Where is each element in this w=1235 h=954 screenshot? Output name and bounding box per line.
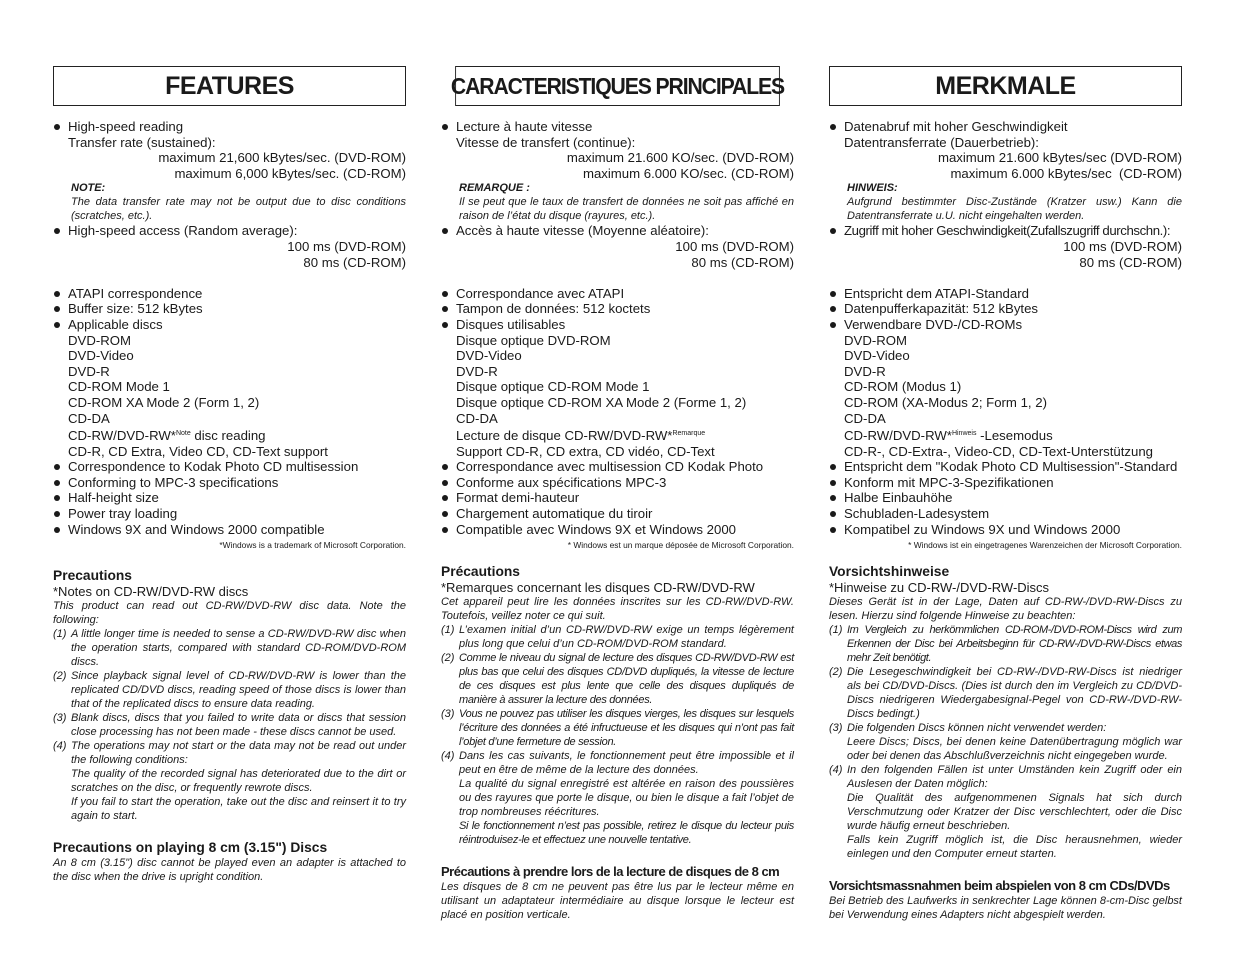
precaution-detail: Falls kein Zugriff möglich ist, die Disc herausnehmen, wieder einlegen und den Computer erneut starten. xyxy=(847,834,1182,861)
precautions-subheading: *Notes on CD-RW/DVD-RW discs xyxy=(53,584,249,600)
bullet-item: Correspondance avec ATAPI xyxy=(441,286,794,302)
disc-8cm-heading: Precautions on playing 8 cm (3.15") Discs xyxy=(53,840,328,856)
disc-type: DVD-R xyxy=(68,363,110,379)
transfer-rate-dvd: maximum 21,600 kBytes/sec. (DVD-ROM) xyxy=(158,150,406,166)
disc-type: Disque optique CD-ROM XA Mode 2 (Forme 1, 2) xyxy=(456,394,747,410)
disc-type: CD-DA xyxy=(844,410,886,426)
precaution-detail: Die Qualität des aufgenommenen Signals hat sich durch Verschmutzung oder Kratzer der Disc verschlechtert, oder die Disc wurde häufig erneut beschrieben. xyxy=(847,792,1182,833)
transfer-rate-dvd: maximum 21.600 KO/sec. (DVD-ROM) xyxy=(566,150,794,166)
bullet-item: Correspondence to Kodak Photo CD multisession xyxy=(53,459,406,475)
bullet-item: Schubladen-Ladesystem xyxy=(829,506,1182,522)
item-number: (1) xyxy=(441,624,455,637)
section-title: CARACTERISTIQUES PRINCIPALES xyxy=(455,66,780,106)
disc-type-rw xyxy=(829,426,1182,444)
bullet-item: Datenabruf mit hoher Geschwindigkeit xyxy=(829,119,1182,135)
bullet-item: Verwendbare DVD-/CD-ROMs xyxy=(829,317,1182,333)
trademark-note: * Windows ist ein eingetragenes Warenzeichen der Microsoft Corporation. xyxy=(908,540,1182,551)
note-heading: REMARQUE : xyxy=(459,182,530,195)
disc-type: DVD-ROM xyxy=(68,332,132,348)
item-number: (3) xyxy=(829,722,843,735)
trademark-note: * Windows est un marque déposée de Microsoft Corporation. xyxy=(567,540,794,551)
access-time-dvd: 100 ms (DVD-ROM) xyxy=(675,238,794,254)
item-text: The operations may not start or the data may not be read out under the following conditions: xyxy=(71,740,406,767)
disc-type: Support CD-R, CD extra, CD vidéo, CD-Text xyxy=(456,443,715,459)
note-heading: HINWEIS: xyxy=(847,182,898,195)
rw-text: Lecture de disque CD-RW/DVD-RW* xyxy=(456,428,673,444)
transfer-rate-dvd: maximum 21.600 kBytes/sec (DVD-ROM) xyxy=(937,150,1182,166)
item-text: Im Vergleich zu herkömmlichen CD-ROM-/DVD-ROM-Discs wird zum Erkennen der Disc bei Arbeitsbeginn für CD-RW-/DVD-RW-Discs etwas mehr Zeit benötigt. xyxy=(847,624,1182,665)
disc-type: DVD-R xyxy=(844,363,886,379)
bullet-item: Compatible avec Windows 9X et Windows 2000 xyxy=(441,522,794,538)
item-number: (4) xyxy=(53,740,67,753)
bullet-item: Chargement automatique du tiroir xyxy=(441,506,794,522)
note-text: Il se peut que le taux de transfert de données ne soit pas affiché en raison de l’état du disque (rayures, etc.). xyxy=(459,196,794,223)
item-text: Dans les cas suivants, le fonctionnement peut être impossible et il peut en être de même de la lecture des données. xyxy=(459,750,794,777)
disc-type: CD-DA xyxy=(456,410,498,426)
disc-type: DVD-Video xyxy=(456,348,522,364)
bullet-item: High-speed access (Random average): xyxy=(53,223,406,239)
disc-8cm-text: Les disques de 8 cm ne peuvent pas être lus par le lecteur même en utilisant un adaptateur intermédiaire au disque lorsque le lecteur est placé en position verticale. xyxy=(441,881,794,922)
item-text: A little longer time is needed to sense a CD-RW/DVD-RW disc when the operation starts, compared with standard CD-ROM/DVD-ROM discs. xyxy=(71,628,406,669)
precaution-detail: Si le fonctionnement n’est pas possible, retirez le disque du lecteur puis réintroduisez-le et effectuez une nouvelle tentative. xyxy=(459,820,794,847)
bullet-item: Power tray loading xyxy=(53,506,406,522)
disc-type-rw xyxy=(53,426,406,444)
precaution-item xyxy=(53,669,406,711)
note-block xyxy=(53,181,406,223)
precaution-item xyxy=(829,665,1182,721)
note-block xyxy=(829,181,1182,223)
note-text: The data transfer rate may not be output due to disc conditions (scratches, etc.). xyxy=(71,196,406,223)
rw-text: CD-RW/DVD-RW* xyxy=(844,428,952,444)
bullet-item: Windows 9X and Windows 2000 compatible xyxy=(53,522,406,538)
column-german xyxy=(829,66,1182,922)
bullet-item: Halbe Einbauhöhe xyxy=(829,490,1182,506)
item-text: Die Lesegeschwindigkeit bei CD-RW-/DVD-RW-Discs ist niedriger als bei CD/DVD-Discs. (Dies ist durch den im Vergleich zu CD/DVD-Discs niedrigeren Wiedergabesignal-Pegel von CD-RW-/DVD-RW-Discs bedingt.) xyxy=(847,666,1182,721)
transfer-rate-label: Transfer rate (sustained): xyxy=(68,134,216,150)
bullet-item: Conforming to MPC-3 specifications xyxy=(53,475,406,491)
transfer-rate-label: Datentransferrate (Dauerbetrieb): xyxy=(844,134,1039,150)
precaution-detail: Leere Discs; Discs, bei denen keine Datenübertragung möglich war oder bei denen das Abschlußverzeichnis nicht eingegeben wurde. xyxy=(847,736,1182,763)
disc-type-rw xyxy=(441,426,794,444)
precautions-intro: This product can read out CD-RW/DVD-RW disc data. Note the following: xyxy=(53,600,406,627)
item-text: In den folgenden Fällen ist unter Umständen kein Zugriff oder ein Auslesen der Daten möglich: xyxy=(847,764,1182,791)
disc-type: CD-ROM XA Mode 2 (Form 1, 2) xyxy=(68,394,260,410)
precautions-heading: Précautions xyxy=(441,564,520,580)
disc-type: CD-R, CD Extra, Video CD, CD-Text support xyxy=(68,443,328,459)
access-time-cd: 80 ms (CD-ROM) xyxy=(691,254,794,270)
note-block xyxy=(441,181,794,223)
precaution-detail: If you fail to start the operation, take out the disc and reinsert it to try again to start. xyxy=(71,796,406,823)
item-text: Since playback signal level of CD-RW/DVD-RW is lower than the replicated CD/DVD discs, reading speed of those discs is lower than that of the replicated discs to ensure data reading. xyxy=(71,670,406,711)
item-number: (4) xyxy=(441,750,455,763)
disc-8cm-heading: Vorsichtsmassnahmen beim abspielen von 8 cm CDs/DVDs xyxy=(829,878,1170,894)
item-number: (1) xyxy=(53,628,67,641)
precaution-item xyxy=(53,627,406,669)
note-text: Aufgrund bestimmter Disc-Zustände (Kratzer usw.) Kann die Datentransferrate u.U. nicht eingehalten werden. xyxy=(847,196,1182,223)
precaution-item xyxy=(441,651,794,707)
access-time-cd: 80 ms (CD-ROM) xyxy=(1079,254,1182,270)
bullet-item: Accès à haute vitesse (Moyenne aléatoire): xyxy=(441,223,794,239)
rw-note-ref: Note xyxy=(175,430,191,438)
precautions-heading: Vorsichtshinweise xyxy=(829,564,950,580)
item-number: (3) xyxy=(441,708,455,721)
access-time-dvd: 100 ms (DVD-ROM) xyxy=(1063,238,1182,254)
access-time-cd: 80 ms (CD-ROM) xyxy=(303,254,406,270)
disc-type: Disque optique CD-ROM Mode 1 xyxy=(456,379,650,395)
item-text: L’examen initial d’un CD-RW/DVD-RW exige un temps légèrement plus long que celui d’un CD-ROM/DVD-ROM standard. xyxy=(459,624,794,651)
bullet-item: High-speed reading xyxy=(53,119,406,135)
precaution-item xyxy=(53,711,406,739)
column-english xyxy=(53,66,406,884)
disc-8cm-text: Bei Betrieb des Laufwerks in senkrechter Lage können 8-cm-Disc gelbst bei Verwendung eines Adapters nicht abgespielt werden. xyxy=(829,895,1182,922)
precaution-item xyxy=(829,763,1182,791)
disc-8cm-heading: Précautions à prendre lors de la lecture de disques de 8 cm xyxy=(441,864,780,880)
bullet-item: Tampon de données: 512 koctets xyxy=(441,301,794,317)
item-text: Die folgenden Discs können nicht verwendet werden: xyxy=(847,722,1107,735)
transfer-rate-cd: maximum 6.000 kBytes/sec (CD-ROM) xyxy=(950,165,1182,181)
access-time-dvd: 100 ms (DVD-ROM) xyxy=(287,238,406,254)
precautions-subheading: *Remarques concernant les disques CD-RW/DVD-RW xyxy=(441,580,755,596)
bullet-item: Disques utilisables xyxy=(441,317,794,333)
note-heading: NOTE: xyxy=(71,182,106,195)
bullet-item: Applicable discs xyxy=(53,317,406,333)
precaution-detail: La qualité du signal enregistré est altérée en raison des poussières ou des rayures que porte le disque, ou bien le disque a fait l’objet de trop nombreuses réécritures. xyxy=(459,778,794,819)
trademark-note: *Windows is a trademark of Microsoft Corporation. xyxy=(219,540,406,551)
item-number: (1) xyxy=(829,624,843,637)
precaution-item xyxy=(441,707,794,749)
precaution-item xyxy=(441,749,794,777)
item-text: Comme le niveau du signal de lecture des disques CD-RW/DVD-RW est plus bas que celui des disques CD/DVD dupliqués, la vitesse de lecture de ces disques est plus lente que celle des disques dupliqués de manière à assurer la lecture des données. xyxy=(459,652,794,707)
transfer-rate-cd: maximum 6,000 kBytes/sec. (CD-ROM) xyxy=(174,165,406,181)
bullet-item: ATAPI correspondence xyxy=(53,286,406,302)
item-number: (4) xyxy=(829,764,843,777)
rw-note-ref: Hinweis xyxy=(951,430,977,438)
item-text: Vous ne pouvez pas utiliser les disques vierges, les disques sur lesquels l’écriture des données a été infructueuse et les disques qui n’ont pas fait l’objet d’une fermeture de session. xyxy=(459,708,794,749)
rw-text-post: -Lesemodus xyxy=(976,428,1053,444)
rw-text-post: disc reading xyxy=(190,428,266,444)
transfer-rate-cd: maximum 6.000 KO/sec. (CD-ROM) xyxy=(582,165,794,181)
disc-type: CD-ROM (Modus 1) xyxy=(844,379,962,395)
rw-text: CD-RW/DVD-RW* xyxy=(68,428,176,444)
bullet-item: Format demi-hauteur xyxy=(441,490,794,506)
bullet-item: Half-height size xyxy=(53,490,406,506)
bullet-item: Zugriff mit hoher Geschwindigkeit(Zufallszugriff durchschn.): xyxy=(829,223,1182,239)
precaution-detail: The quality of the recorded signal has deteriorated due to the dirt or scratches on the disc, or frequently rewrote discs. xyxy=(71,768,406,795)
item-number: (3) xyxy=(53,712,67,725)
bullet-item: Datenpufferkapazität: 512 kBytes xyxy=(829,301,1182,317)
item-text: Blank discs, discs that you failed to write data or discs that session close processing has not been made - these discs cannot be used. xyxy=(71,712,406,739)
bullet-item: Entspricht dem "Kodak Photo CD Multisession"-Standard xyxy=(829,459,1182,475)
disc-type: DVD-R xyxy=(456,363,498,379)
disc-8cm-text: An 8 cm (3.15") disc cannot be played even an adapter is attached to the disc when the drive is upright condition. xyxy=(53,857,406,884)
disc-type: DVD-ROM xyxy=(844,332,908,348)
precautions-intro: Dieses Gerät ist in der Lage, Daten auf CD-RW-/DVD-RW-Discs zu lesen. Hierzu sind folgende Hinweise zu beachten: xyxy=(829,596,1182,623)
bullet-item: Entspricht dem ATAPI-Standard xyxy=(829,286,1182,302)
section-title: FEATURES xyxy=(53,66,406,106)
precaution-item xyxy=(829,721,1182,735)
precaution-item xyxy=(53,739,406,767)
bullet-item: Correspondance avec multisession CD Kodak Photo xyxy=(441,459,794,475)
bullet-item: Buffer size: 512 kBytes xyxy=(53,301,406,317)
bullet-item: Conforme aux spécifications MPC-3 xyxy=(441,475,794,491)
disc-type: Disque optique DVD-ROM xyxy=(456,332,611,348)
item-number: (2) xyxy=(829,666,843,679)
rw-note-ref: Remarque xyxy=(672,430,706,438)
precautions-subheading: *Hinweise zu CD-RW-/DVD-RW-Discs xyxy=(829,580,1050,596)
bullet-item: Lecture à haute vitesse xyxy=(441,119,794,135)
section-title: MERKMALE xyxy=(829,66,1182,106)
precaution-item xyxy=(829,623,1182,665)
disc-type: CD-R-, CD-Extra-, Video-CD, CD-Text-Unterstützung xyxy=(844,443,1153,459)
bullet-item: Kompatibel zu Windows 9X und Windows 2000 xyxy=(829,522,1182,538)
item-number: (2) xyxy=(441,652,455,665)
disc-type: DVD-Video xyxy=(68,348,134,364)
item-number: (2) xyxy=(53,670,67,683)
precautions-intro: Cet appareil peut lire les données inscrites sur les CD-RW/DVD-RW. Toutefois, veillez noter ce qui suit. xyxy=(441,596,794,623)
disc-type: DVD-Video xyxy=(844,348,910,364)
disc-type: CD-ROM Mode 1 xyxy=(68,379,170,395)
disc-type: CD-DA xyxy=(68,410,110,426)
precautions-heading: Precautions xyxy=(53,568,132,584)
transfer-rate-label: Vitesse de transfert (continue): xyxy=(456,134,636,150)
precaution-item xyxy=(441,623,794,651)
column-french xyxy=(441,66,794,922)
disc-type: CD-ROM (XA-Modus 2; Form 1, 2) xyxy=(844,394,1047,410)
bullet-item: Konform mit MPC-3-Spezifikationen xyxy=(829,475,1182,491)
